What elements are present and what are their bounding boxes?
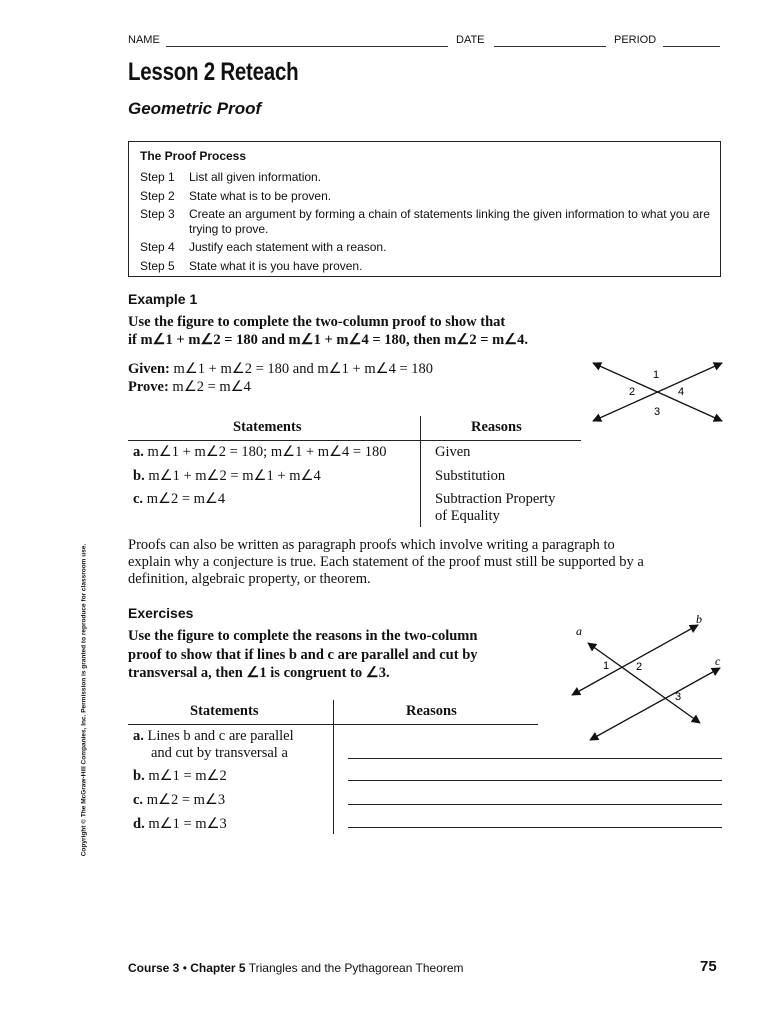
table-row — [133, 815, 227, 833]
prove-text: m∠2 = m∠4 — [172, 379, 251, 395]
example-instruction-2: if m∠1 + m∠2 = 180 and m∠1 + m∠4 = 180, then m∠2 = m∠4. — [128, 332, 529, 348]
page-title: Lesson 2 Reteach — [128, 58, 299, 86]
date-field[interactable] — [494, 46, 606, 47]
footer-course: Course 3 — [128, 961, 180, 975]
prove-line — [128, 378, 251, 396]
reason-answer-line-c[interactable] — [348, 804, 722, 805]
reason-answer-line-d[interactable] — [348, 827, 722, 828]
angle-label-3: 3 — [675, 691, 682, 703]
page-subtitle: Geometric Proof — [128, 99, 262, 118]
table-row — [133, 467, 321, 485]
row-label: b. — [133, 468, 145, 484]
row-statement-line2: and cut by transversal a — [151, 745, 288, 761]
row-statement: m∠2 = m∠3 — [146, 792, 226, 808]
example-instruction-1: Use the figure to complete the two-column proof to show that — [128, 314, 506, 330]
row-reason: Substitution — [435, 468, 506, 484]
date-label: DATE — [456, 34, 485, 46]
step-label: Step 4 — [140, 240, 175, 254]
period-field[interactable] — [663, 46, 720, 47]
step-text: Justify each statement with a reason. — [189, 240, 387, 254]
line-b — [572, 625, 698, 695]
line-label-c: c — [715, 654, 721, 668]
given-line — [128, 360, 433, 378]
given-label: Given: — [128, 361, 170, 377]
paragraph-line-3: definition, algebraic property, or theorem. — [128, 571, 371, 587]
angle-label-2: 2 — [636, 661, 643, 673]
step-label: Step 2 — [140, 189, 175, 203]
table-rule — [128, 440, 581, 441]
reasons-header: Reasons — [406, 703, 457, 719]
reason-answer-line-b[interactable] — [348, 780, 722, 781]
paragraph-line-1: Proofs can also be written as paragraph proofs which involve writing a paragraph to — [128, 537, 615, 553]
paragraph-line-2: explain why a conjecture is true. Each statement of the proof must still be supported by a — [128, 554, 644, 570]
row-statement: m∠2 = m∠4 — [146, 491, 226, 507]
step-text: Create an argument by forming a chain of statements linking the given information to what you are trying to prove. — [189, 207, 710, 236]
row-label: d. — [133, 816, 145, 832]
header-row — [128, 34, 722, 50]
intersecting-lines-figure — [585, 355, 730, 430]
step-label: Step 3 — [140, 207, 175, 221]
proof-process-box — [128, 141, 721, 277]
table-row — [133, 443, 386, 461]
line-label-a: a — [576, 624, 582, 638]
table-divider — [333, 700, 334, 834]
page-number: 75 — [700, 958, 717, 975]
angle-label-3: 3 — [654, 406, 661, 418]
footer-bullet: • — [182, 961, 187, 975]
row-reason-line1: Subtraction Property — [435, 491, 556, 507]
table-row — [133, 791, 225, 809]
reasons-header: Reasons — [471, 419, 522, 435]
name-field[interactable] — [166, 46, 448, 47]
angle-label-1: 1 — [653, 369, 660, 381]
name-label: NAME — [128, 34, 160, 46]
footer-chapter-title: Triangles and the Pythagorean Theorem — [248, 961, 464, 975]
reason-answer-line-a[interactable] — [348, 758, 722, 759]
row-reason-line2: of Equality — [435, 508, 500, 524]
step-text: State what is to be proven. — [189, 189, 332, 203]
exercise-instruction-1: Use the figure to complete the reasons in the two-column — [128, 628, 478, 644]
given-text: m∠1 + m∠2 = 180 and m∠1 + m∠4 = 180 — [173, 361, 434, 377]
step-label: Step 1 — [140, 170, 175, 184]
row-label: b. — [133, 768, 145, 784]
table-row — [133, 767, 227, 785]
row-statement: m∠1 + m∠2 = m∠1 + m∠4 — [148, 468, 321, 484]
exercises-heading: Exercises — [128, 605, 194, 621]
table-row — [133, 490, 225, 508]
row-statement: m∠1 + m∠2 = 180; m∠1 + m∠4 = 180 — [147, 444, 387, 460]
step-label: Step 5 — [140, 259, 175, 273]
row-label: a. — [133, 728, 144, 744]
row-statement: m∠1 = m∠2 — [148, 768, 227, 784]
row-label: a. — [133, 444, 144, 460]
row-reason: Given — [435, 444, 471, 460]
row-label: c. — [133, 491, 144, 507]
footer-chapter: Chapter 5 — [190, 961, 246, 975]
exercise-proof-table — [128, 700, 723, 835]
angle-label-2: 2 — [629, 386, 636, 398]
line-label-b: b — [696, 612, 702, 626]
angle-label-4: 4 — [678, 386, 685, 398]
row-statement-line1: Lines b and c are parallel — [147, 728, 294, 744]
exercise-instruction-3: transversal a, then ∠1 is congruent to ∠3. — [128, 665, 390, 681]
footer — [128, 961, 464, 975]
exercise-instruction-2: proof to show that if lines b and c are parallel and cut by — [128, 647, 478, 663]
example-heading: Example 1 — [128, 291, 198, 307]
proof-process-title: The Proof Process — [140, 149, 247, 163]
table-divider — [420, 416, 421, 527]
period-label: PERIOD — [614, 34, 657, 46]
angle-label-1: 1 — [603, 660, 610, 672]
row-statement: m∠1 = m∠3 — [148, 816, 227, 832]
statements-header: Statements — [233, 419, 302, 435]
statements-header: Statements — [190, 703, 259, 719]
example-proof-table — [128, 416, 581, 528]
step-text: State what it is you have proven. — [189, 259, 363, 273]
row-label: c. — [133, 792, 144, 808]
copyright-notice: Copyright © The McGraw-Hill Companies, Inc. Permission is granted to reproduce for classroom use. — [80, 543, 88, 857]
step-text: List all given information. — [189, 170, 322, 184]
prove-label: Prove: — [128, 379, 169, 395]
table-row — [133, 727, 294, 745]
